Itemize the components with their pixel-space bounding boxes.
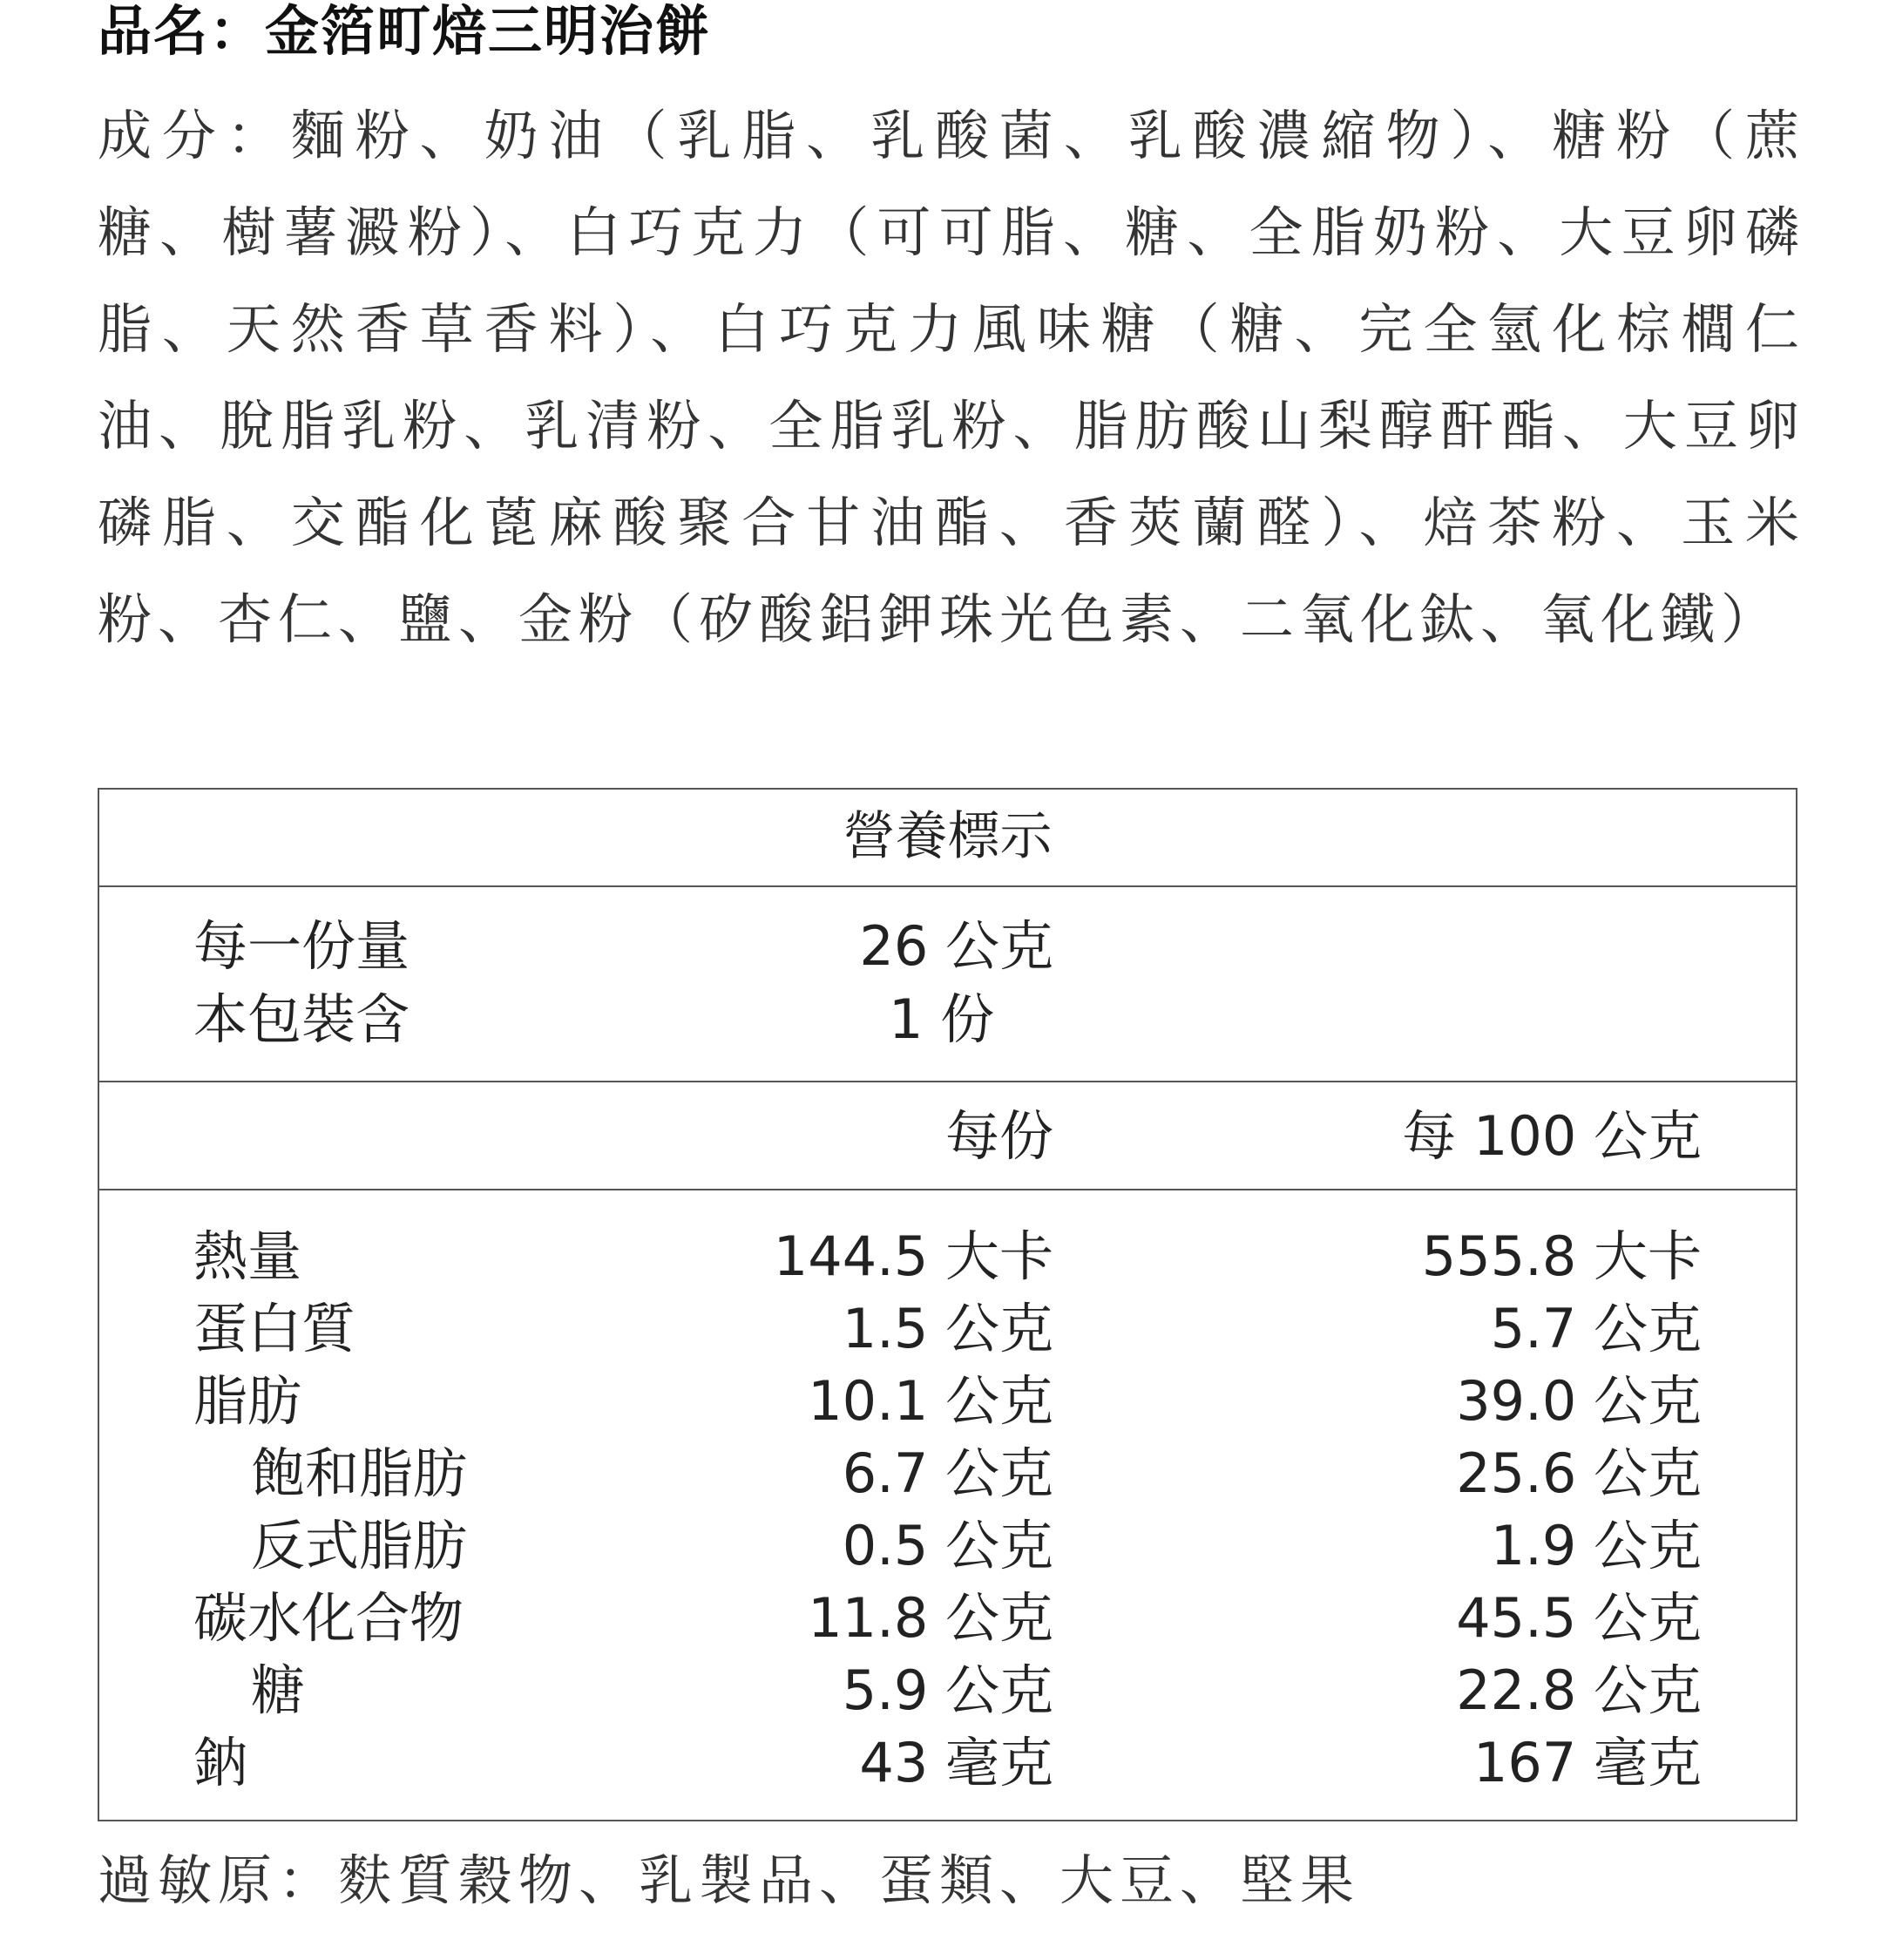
nutrient-label: 碳水化合物: [193, 1586, 464, 1650]
product-name: 品名：金箔町焙三明治餅: [98, 0, 712, 63]
nutrition-title: 營養標示: [843, 806, 1053, 867]
nutrient-per-100g: 1.9 公克: [1490, 1514, 1702, 1577]
nutrient-per-serving: 144.5 大卡: [773, 1224, 1053, 1288]
nutrient-per-serving: 43 毫克: [859, 1731, 1053, 1794]
nutrient-label: 熱量: [193, 1224, 302, 1288]
nutrient-rows: [99, 1190, 1796, 1818]
serving-size-value: 26 公克: [859, 914, 1053, 978]
nutrient-per-serving: 1.5 公克: [842, 1297, 1053, 1360]
nutrient-label: 糖: [251, 1658, 306, 1722]
nutrient-per-100g: 555.8 大卡: [1421, 1224, 1702, 1288]
nutrient-label: 蛋白質: [193, 1297, 356, 1360]
serving-size-label: 每一份量: [193, 914, 410, 978]
nutrient-per-100g: 39.0 公克: [1456, 1369, 1702, 1433]
nutrient-per-serving: 5.9 公克: [842, 1658, 1053, 1722]
nutrient-per-100g: 22.8 公克: [1456, 1658, 1702, 1722]
nutrient-per-100g: 167 毫克: [1472, 1731, 1702, 1794]
per-serving-header: 每份: [944, 1104, 1053, 1168]
nutrient-per-serving: 10.1 公克: [808, 1369, 1053, 1433]
nutrient-label: 飽和脂肪: [251, 1441, 468, 1505]
nutrient-per-100g: 45.5 公克: [1456, 1586, 1702, 1650]
nutrient-label: 脂肪: [193, 1369, 302, 1433]
nutrient-per-100g: 5.7 公克: [1490, 1297, 1702, 1360]
nutrient-per-serving: 0.5 公克: [842, 1514, 1053, 1577]
nutrient-per-serving: 11.8 公克: [808, 1586, 1053, 1650]
serving-info-row: [99, 887, 1796, 1082]
nutrient-label: 反式脂肪: [251, 1514, 468, 1577]
nutrient-label: 鈉: [193, 1731, 248, 1794]
column-header-row: [99, 1082, 1796, 1190]
servings-per-package-value: 1 份: [889, 987, 995, 1051]
allergens-text: 過敏原：麩質穀物、乳製品、蛋類、大豆、堅果: [98, 1848, 1361, 1912]
nutrient-per-serving: 6.7 公克: [842, 1441, 1053, 1505]
servings-per-package-label: 本包裝含: [193, 987, 410, 1051]
ingredients-text: 成分：麵粉、奶油（乳脂、乳酸菌、乳酸濃縮物）、糖粉（蔗糖、樹薯澱粉）、白巧克力（可可脂、糖、全脂奶粉、大豆卵磷脂、天然香草香料）、白巧克力風味糖（糖、完全氫化棕櫚仁油、脫脂乳粉、乳清粉、全脂乳粉、脂肪酸山梨醇酐酯、大豆卵磷脂、交酯化蓖麻酸聚合甘油酯、香莢蘭醛）、焙茶粉、玉米粉、杏仁、鹽、金粉（矽酸鋁鉀珠光色素、二氧化鈦、氧化鐵）: [98, 104, 1805, 651]
nutrition-title-row: [99, 790, 1796, 887]
nutrition-facts-table: [98, 788, 1797, 1821]
per-100g-header: 每 100 公克: [1402, 1104, 1702, 1168]
nutrient-per-100g: 25.6 公克: [1456, 1441, 1702, 1505]
